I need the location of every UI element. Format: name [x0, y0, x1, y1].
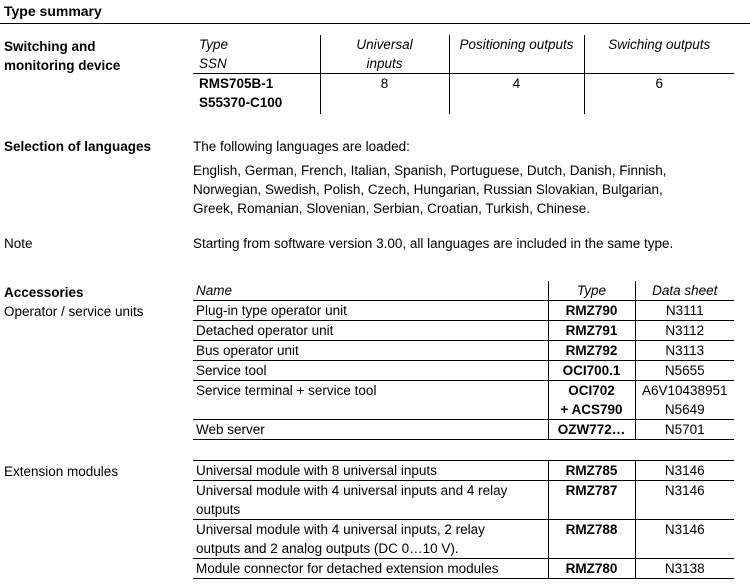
- head-type: Type SSN: [199, 37, 229, 71]
- table-row: Bus operator unit RMZ792 N3113: [193, 341, 734, 361]
- head-datasheet: Data sheet: [635, 281, 734, 301]
- title-divider: [0, 23, 750, 24]
- operator-service-label: Operator / service units: [4, 304, 144, 319]
- section-title: Type summary: [4, 3, 102, 19]
- row-swiching: 6: [584, 74, 734, 114]
- row-universal: 8: [320, 74, 449, 114]
- note-label: Note: [4, 236, 33, 251]
- switching-data-row: [193, 74, 734, 114]
- table-row: Module connector for detached extension modules RMZ780 N3138: [193, 559, 734, 579]
- head-universal: Universal inputs: [320, 35, 449, 74]
- table-row: Service terminal + service tool OCI702 + ACS790 A6V10438951 N5649: [193, 381, 734, 420]
- switching-label: Switching and monitoring device: [4, 39, 121, 73]
- extension-label: Extension modules: [4, 464, 119, 479]
- table-row: Web server OZW772… N5701: [193, 420, 734, 440]
- table-row: Plug-in type operator unit RMZ790 N3111: [193, 301, 734, 321]
- languages-list: English, German, French, Italian, Spanish, Portuguese, Dutch, Danish, Finnish, Norwegian, Swedish, Polish, Czech, Hungarian, Russian Slovakian, Bulgarian, Greek, Romanian, Slovenian, Serbian, Croatian, Turkish, Chinese.: [193, 163, 667, 216]
- table-row: Service tool OCI700.1 N5655: [193, 361, 734, 381]
- head-positioning: Positioning outputs: [449, 35, 584, 74]
- switching-table: [193, 35, 734, 114]
- accessories-table: [193, 281, 734, 440]
- row-positioning: 4: [449, 74, 584, 114]
- table-row: Universal module with 4 universal inputs and 4 relay outputs RMZ787 N3146: [193, 481, 734, 520]
- accessories-header-row: [193, 281, 734, 301]
- table-row: Universal module with 4 universal inputs, 2 relay outputs and 2 analog outputs (DC 0…10 V). RMZ788 N3146: [193, 520, 734, 559]
- note-text: Starting from software version 3.00, all languages are included in the same type.: [193, 236, 674, 251]
- accessories-label: Accessories: [4, 285, 84, 300]
- languages-label: Selection of languages: [4, 139, 152, 154]
- table-row: Universal module with 8 universal inputs RMZ785 N3146: [193, 461, 734, 481]
- head-name: Name: [196, 283, 233, 298]
- table-row: Detached operator unit RMZ791 N3112: [193, 321, 734, 341]
- row-type: RMS705B-1 S55370-C100: [199, 76, 283, 110]
- switching-header-row: [193, 35, 734, 74]
- languages-intro: The following languages are loaded:: [193, 139, 410, 154]
- head-swiching: Swiching outputs: [584, 35, 734, 74]
- extension-table: [193, 460, 734, 579]
- head-type: Type: [548, 281, 635, 301]
